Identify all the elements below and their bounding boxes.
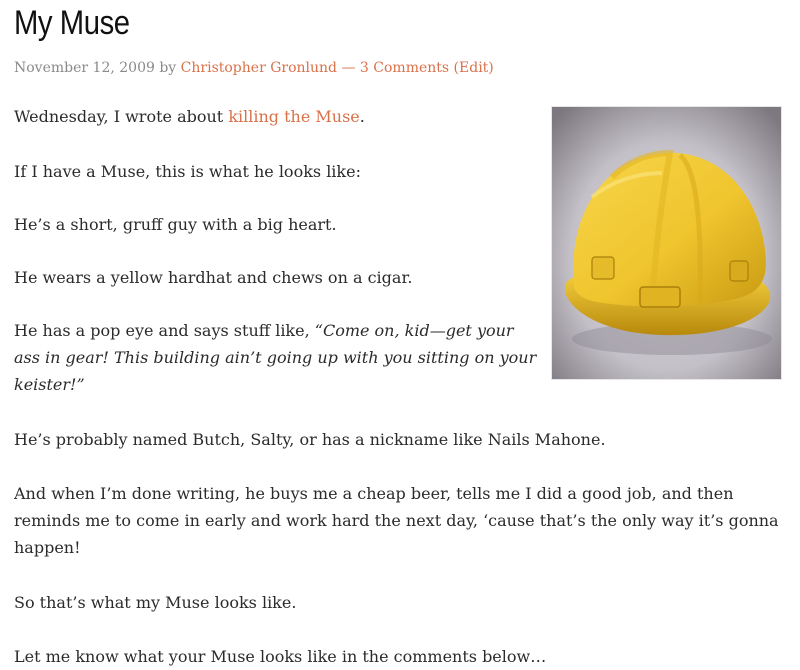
- p1-text: Wednesday, I wrote about: [14, 107, 229, 126]
- edit-link[interactable]: (Edit): [453, 60, 494, 76]
- hardhat-photo: [551, 106, 782, 380]
- post-meta: [14, 60, 494, 76]
- paragraph-6: He’s probably named Butch, Salty, or has a nickname like Nails Mahone.: [14, 430, 606, 449]
- author-link[interactable]: Christopher Gronlund: [180, 60, 338, 76]
- killing-the-muse-link[interactable]: killing the Muse: [228, 107, 360, 126]
- paragraph-8: So that’s what my Muse looks like.: [14, 593, 297, 612]
- paragraph-3: He’s a short, gruff guy with a big heart.: [14, 215, 337, 234]
- post-title: My Muse: [14, 4, 130, 42]
- p5-quote-1: “Come on, kid—get your: [314, 321, 514, 340]
- paragraph-5-line-3: keister!”: [14, 375, 85, 394]
- paragraph-7-line-2: reminds me to come in early and work hard the next day, ‘cause that’s the only way it’s gonna: [14, 511, 779, 530]
- comments-link[interactable]: 3 Comments: [359, 60, 450, 76]
- paragraph-2: If I have a Muse, this is what he looks like:: [14, 162, 361, 181]
- by-label: by: [159, 60, 177, 76]
- meta-separator: —: [341, 60, 356, 76]
- paragraph-1: [14, 104, 365, 130]
- paragraph-7-line-3: happen!: [14, 538, 81, 557]
- paragraph-4: He wears a yellow hardhat and chews on a cigar.: [14, 268, 413, 287]
- paragraph-5-line-1: [14, 318, 514, 344]
- paragraph-5-line-2: ass in gear! This building ain’t going up with you sitting on your: [14, 348, 537, 367]
- p1-end: .: [359, 107, 365, 126]
- post-date: November 12, 2009: [14, 60, 155, 76]
- p5-text: He has a pop eye and says stuff like,: [14, 321, 315, 340]
- paragraph-9: Let me know what your Muse looks like in the comments below…: [14, 647, 547, 666]
- paragraph-7-line-1: And when I’m done writing, he buys me a cheap beer, tells me I did a good job, and then: [14, 484, 734, 503]
